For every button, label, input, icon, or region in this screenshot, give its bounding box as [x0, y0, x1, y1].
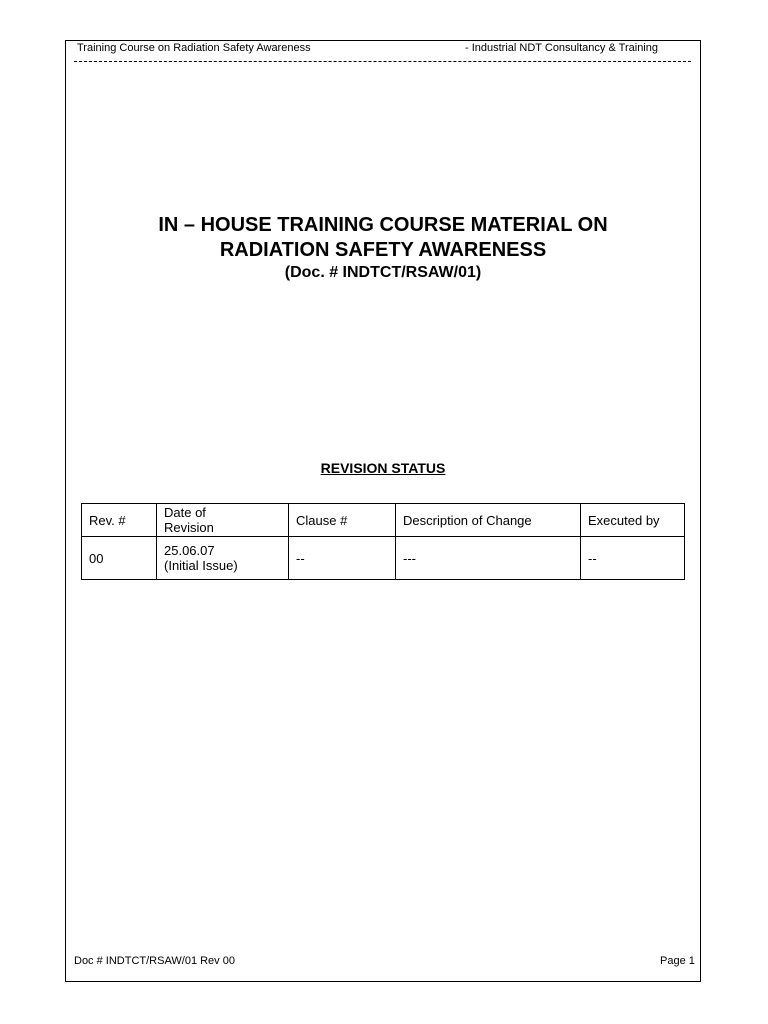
footer-doc-number: Doc # INDTCT/RSAW/01 Rev 00 — [74, 955, 235, 967]
table-header-cell-text: Date of Revision — [164, 505, 214, 535]
table-header-cell: Description of Change — [396, 504, 581, 537]
revision-table — [81, 503, 685, 580]
table-cell-date — [157, 537, 289, 580]
header-course-title: Training Course on Radiation Safety Awareness — [77, 42, 311, 54]
document-reference: (Doc. # INDTCT/RSAW/01) — [284, 264, 482, 281]
table-header-row — [82, 504, 685, 537]
header-company-name: - Industrial NDT Consultancy & Training — [465, 42, 658, 54]
table-header-cell: Executed by — [581, 504, 685, 537]
table-cell-date-text: 25.06.07 (Initial Issue) — [164, 543, 238, 573]
table-cell-clause: -- — [289, 537, 396, 580]
table-cell-description: --- — [396, 537, 581, 580]
title-line-1: IN – HOUSE TRAINING COURSE MATERIAL ON — [158, 214, 608, 236]
table-header-cell: Rev. # — [82, 504, 157, 537]
table-row — [82, 537, 685, 580]
table-header-cell — [157, 504, 289, 537]
title-line-2: RADIATION SAFETY AWARENESS — [219, 239, 547, 261]
table-cell-executed-by: -- — [581, 537, 685, 580]
footer-page-number: Page 1 — [660, 955, 695, 967]
table-header-cell: Clause # — [289, 504, 396, 537]
table-cell-rev: 00 — [82, 537, 157, 580]
revision-status-heading: REVISION STATUS — [320, 460, 446, 476]
document-title — [66, 213, 700, 283]
header-divider — [74, 61, 691, 62]
